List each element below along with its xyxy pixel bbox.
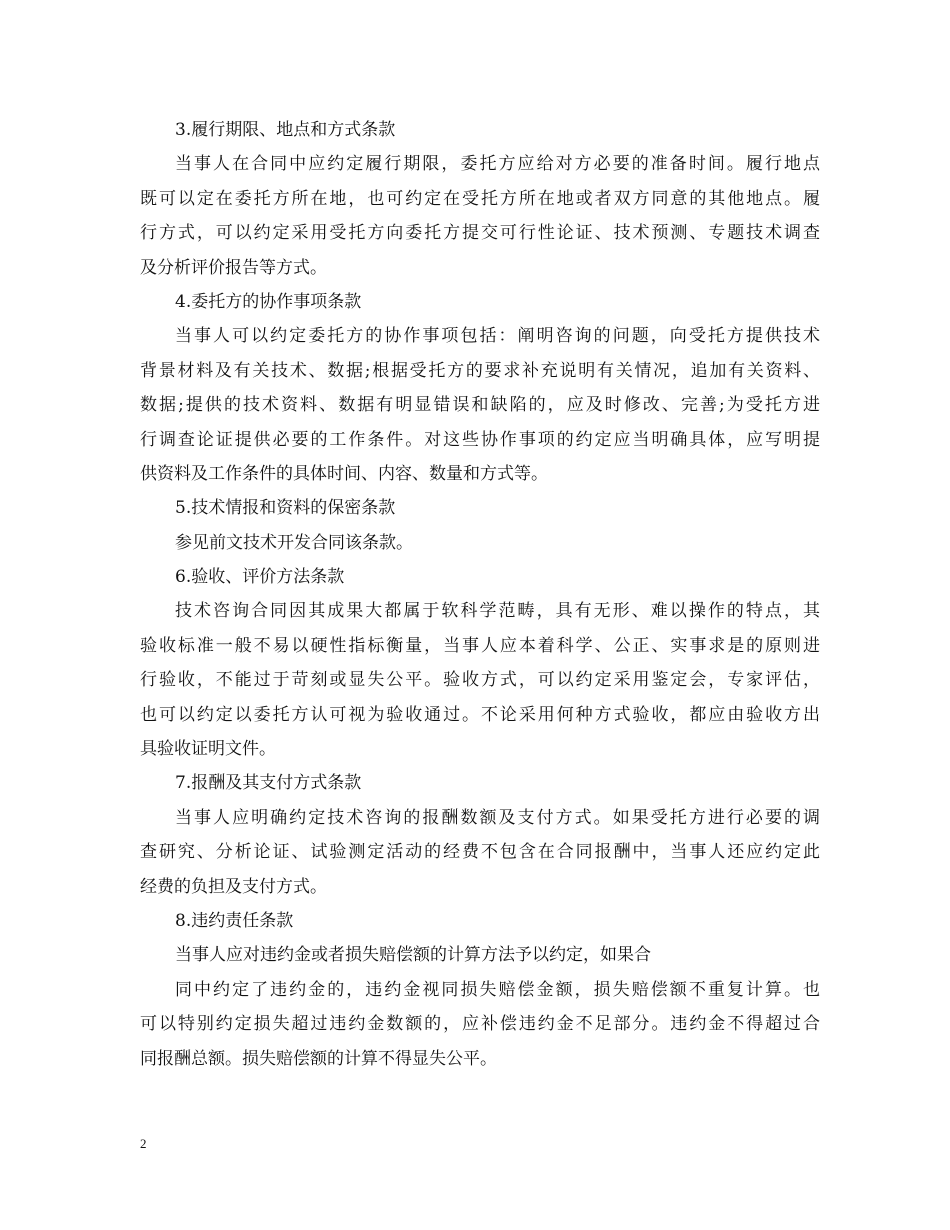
text-line: 供资料及工作条件的具体时间、内容、数量和方式等。 (140, 463, 548, 484)
section-heading: 3.履行期限、地点和方式条款 (175, 120, 396, 140)
text-line: 行调查论证提供必要的工作条件。对这些协作事项的约定应当明确具体，应写明提 (140, 429, 820, 450)
text-line: 查研究、分析论证、试验测定活动的经费不包含在合同报酬中，当事人还应约定此 (140, 842, 820, 863)
section-heading: 4.委托方的协作事项条款 (175, 291, 362, 312)
text-line: 行验收，不能过于苛刻或显失公平。验收方式，可以约定采用鉴定会，专家评估， (140, 670, 820, 691)
text-line: 可以特别约定损失超过违约金数额的，应补偿违约金不足部分。违约金不得超过合 (140, 1014, 820, 1035)
text-line: 验收标准一般不易以硬性指标衡量，当事人应本着科学、公正、实事求是的原则进 (140, 635, 820, 656)
paragraph (140, 147, 820, 285)
section-heading: 6.验收、评价方法条款 (175, 567, 345, 588)
text-line: 当事人可以约定委托方的协作事项包括：阐明咨询的问题，向受托方提供技术 (175, 326, 820, 347)
section-heading: 8.违约责任条款 (175, 910, 294, 931)
page-number: 2 (140, 1136, 147, 1151)
text-line: 同报酬总额。损失赔偿额的计算不得显失公平。 (140, 1048, 497, 1069)
text-line: 具验收证明文件。 (140, 739, 276, 760)
text-line: 经费的负担及支付方式。 (140, 876, 327, 897)
text-line: 也可以约定以委托方认可视为验收通过。不论采用何种方式验收，都应由验收方出 (140, 704, 820, 725)
paragraph (140, 973, 820, 1076)
paragraph (140, 938, 820, 972)
text-line: 及分析评价报告等方式。 (140, 257, 327, 278)
text-line: 背景材料及有关技术、数据;根据受托方的要求补充说明有关情况，追加有关资料、 (140, 360, 820, 381)
text-line: 当事人应明确约定技术咨询的报酬数额及支付方式。如果受托方进行必要的调 (175, 807, 820, 828)
paragraph (140, 594, 820, 766)
document-body (140, 113, 820, 1076)
section-heading: 5.技术情报和资料的保密条款 (175, 498, 396, 519)
text-line: 数据;提供的技术资料、数据有明显错误和缺陷的，应及时修改、完善;为受托方进 (140, 395, 820, 416)
text-line: 行方式，可以约定采用受托方向委托方提交可行性论证、技术预测、专题技术调查 (140, 223, 820, 244)
paragraph (140, 801, 820, 904)
text-line: 既可以定在委托方所在地，也可约定在受托方所在地或者双方同意的其他地点。履 (140, 188, 820, 209)
section-heading: 7.报酬及其支付方式条款 (175, 773, 362, 794)
text-line: 当事人应对违约金或者损失赔偿额的计算方法予以约定，如果合 (175, 945, 651, 966)
text-line: 技术咨询合同因其成果大都属于软科学范畴，具有无形、难以操作的特点，其 (175, 601, 820, 622)
paragraph (140, 319, 820, 491)
paragraph (140, 526, 820, 560)
text-line: 同中约定了违约金的，违约金视同损失赔偿金额，损失赔偿额不重复计算。也 (175, 979, 820, 1000)
text-line: 参见前文技术开发合同该条款。 (175, 532, 413, 553)
text-line: 当事人在合同中应约定履行期限，委托方应给对方必要的准备时间。履行地点 (175, 154, 820, 175)
